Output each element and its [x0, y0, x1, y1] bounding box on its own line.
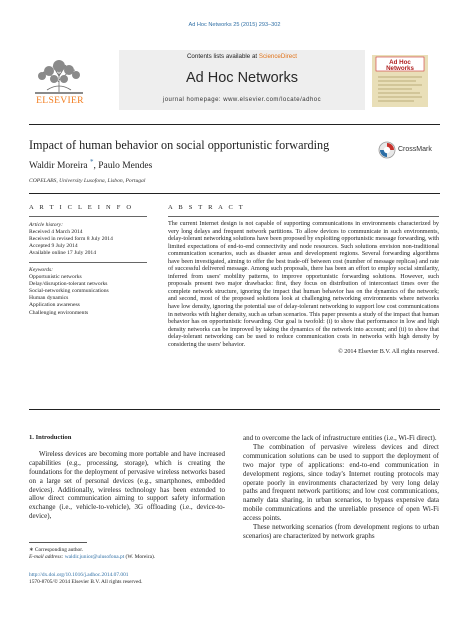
abstract-copyright: © 2014 Elsevier B.V. All rights reserved.	[338, 349, 439, 356]
history-accepted: Accepted 9 July 2014	[29, 243, 78, 250]
keyword-item: Opportunistic networks	[29, 274, 82, 281]
history-revised: Received in revised form 8 July 2014	[29, 236, 113, 243]
title-block-rule	[29, 193, 440, 194]
article-history	[29, 222, 113, 257]
intro-paragraph-1: Wireless devices are becoming more portable and have increased capabilities (e.g., processing, storage), which is creating the foundations for the deployment of pervasive wireless networks based on a large set of personal devices (e.g., smartphones, embedded devices). Additionally, wireless technology has been extended to allow direct communication aiming to support safety information exchange (i.e., vehicle-to-vehicle), 3G offloading (i.e., device-to-device),	[29, 449, 225, 521]
author-email-link[interactable]: waldir.junior@ulusofona.pt	[64, 554, 125, 560]
footnote	[29, 547, 155, 561]
journal-cover-thumbnail	[372, 55, 428, 107]
keyword-item: Application awareness	[29, 302, 80, 309]
keywords-list	[29, 267, 109, 317]
doi-block	[29, 572, 142, 586]
intro-paragraph-2: The combination of pervasive wireless devices and direct communication solutions can be used to support the deployment of two major type of applications: end-to-end communication in development regions, since today's Internet routing protocols may operate poorly in environments characterized by very long delay paths and frequent network partitions; and low cost communications, namely data sharing, in urban scenarios, to bypass expensive data mobile communications and the unreliable presence of open Wi-Fi access points.	[243, 442, 439, 523]
cover-title-line1: Ad Hoc	[389, 59, 411, 66]
footnote-rule	[29, 542, 87, 543]
keyword-item: Human dynamics	[29, 295, 69, 302]
article-info-rule	[29, 216, 147, 217]
intro-paragraph-3: These networking scenarios (from development regions to urban scenarios) are characterized by network graphs	[243, 523, 439, 540]
keyword-item: Social-networking communications	[29, 288, 109, 295]
article-info-heading: A R T I C L E I N F O	[29, 204, 134, 211]
author-mendes[interactable]: , Paulo Mendes	[93, 161, 153, 172]
abstract-end-rule	[29, 409, 440, 410]
article-authors	[29, 158, 152, 171]
journal-citation: Ad Hoc Networks 25 (2015) 293–302	[188, 22, 281, 28]
keyword-item: Challenging environments	[29, 309, 89, 316]
abstract-body	[168, 221, 439, 357]
section-heading-introduction: 1. Introduction	[29, 434, 72, 441]
contents-availability	[119, 53, 365, 60]
corresponding-author-mark[interactable]: *	[89, 158, 94, 166]
corresponding-author-note: ∗ Corresponding author.	[29, 547, 84, 553]
body-right-column	[243, 434, 439, 541]
crossmark-icon	[378, 141, 396, 159]
elsevier-wordmark: ELSEVIER	[36, 95, 84, 106]
journal-name: Ad Hoc Networks	[185, 70, 298, 86]
journal-masthead	[29, 50, 440, 110]
crossmark-label: CrossMark	[398, 146, 432, 153]
masthead-rule	[29, 124, 440, 125]
issn-copyright: 1570-8705/© 2014 Elsevier B.V. All rights reserved.	[29, 579, 143, 585]
keyword-item: Delay/disruption-tolerant networks	[29, 281, 108, 288]
email-suffix: (W. Moreira).	[124, 554, 156, 560]
history-online: Available online 17 July 2014	[29, 250, 97, 257]
author-affiliation: COPELABS, University Lusofona, Lisbon, Portugal	[29, 178, 146, 184]
doi-link[interactable]: http://dx.doi.org/10.1016/j.adhoc.2014.07.001	[29, 572, 129, 578]
cover-title-line2: Networks	[386, 65, 414, 72]
abstract-text: The current Internet design is not capable of supporting communications in environments characterized by very long delays and frequent network partitions. To allow devices to communicate in such environments, delay-tolerant networking solutions have been proposed by exploiting opportunistic message forwarding, with limited expectations of end-to-end connectivity and node resources. Such solutions envision non-traditional communication scenarios, such as disaster areas and development regions. Several forwarding algorithms have been investigated, aiming to offer the best trade-off between cost (number of message replicas) and rate of successful delivered message. Among such proposals, there has been an effort to employ social similarity, inferred from users' mobility patterns, to improve opportunistic forwarding solutions. However, such proposals present two major drawbacks: first, they focus on distribution of intercontact times over the complete network structure, ignoring the impact that human behavior has on the dynamics of the network; and second, most of the proposed solutions look at challenging networking environments where networks have low density, ignoring the potential use of delay-tolerant networking to support low cost communications in networks with higher density, such as urban scenarios. This paper presents a study of the impact that human behavior has on opportunistic forwarding. Our goal is twofold: (i) to show that performance in low and high density networks can be improved by taking the dynamics of the network into account; and (ii) to show that delay-tolerant networking can be used to reduce communication costs in networks with high density by considering the users' behavior.	[168, 221, 439, 348]
body-left-column	[29, 434, 225, 521]
contents-prefix: Contents lists available at	[186, 53, 259, 60]
keywords-rule	[29, 262, 147, 263]
sciencedirect-link[interactable]: ScienceDirect	[258, 53, 298, 60]
keywords-label: Keywords:	[29, 267, 54, 273]
intro-paragraph-continued: and to overcome the lack of infrastructure entities (i.e., Wi-Fi direct).	[243, 434, 437, 442]
history-received: Received 4 March 2014	[29, 229, 83, 236]
email-label: E-mail address:	[29, 554, 65, 560]
crossmark-badge[interactable]	[378, 141, 448, 161]
abstract-rule	[168, 216, 439, 217]
email-line	[29, 554, 155, 561]
journal-homepage[interactable]: journal homepage: www.elsevier.com/locate/adhoc	[162, 97, 322, 103]
abstract-heading: A B S T R A C T	[168, 204, 245, 211]
author-moreira[interactable]: Waldir Moreira	[29, 161, 90, 172]
article-title: Impact of human behavior on social opportunistic forwarding	[29, 138, 330, 152]
masthead-center-panel	[119, 50, 365, 110]
article-history-label: Article history:	[29, 222, 64, 228]
